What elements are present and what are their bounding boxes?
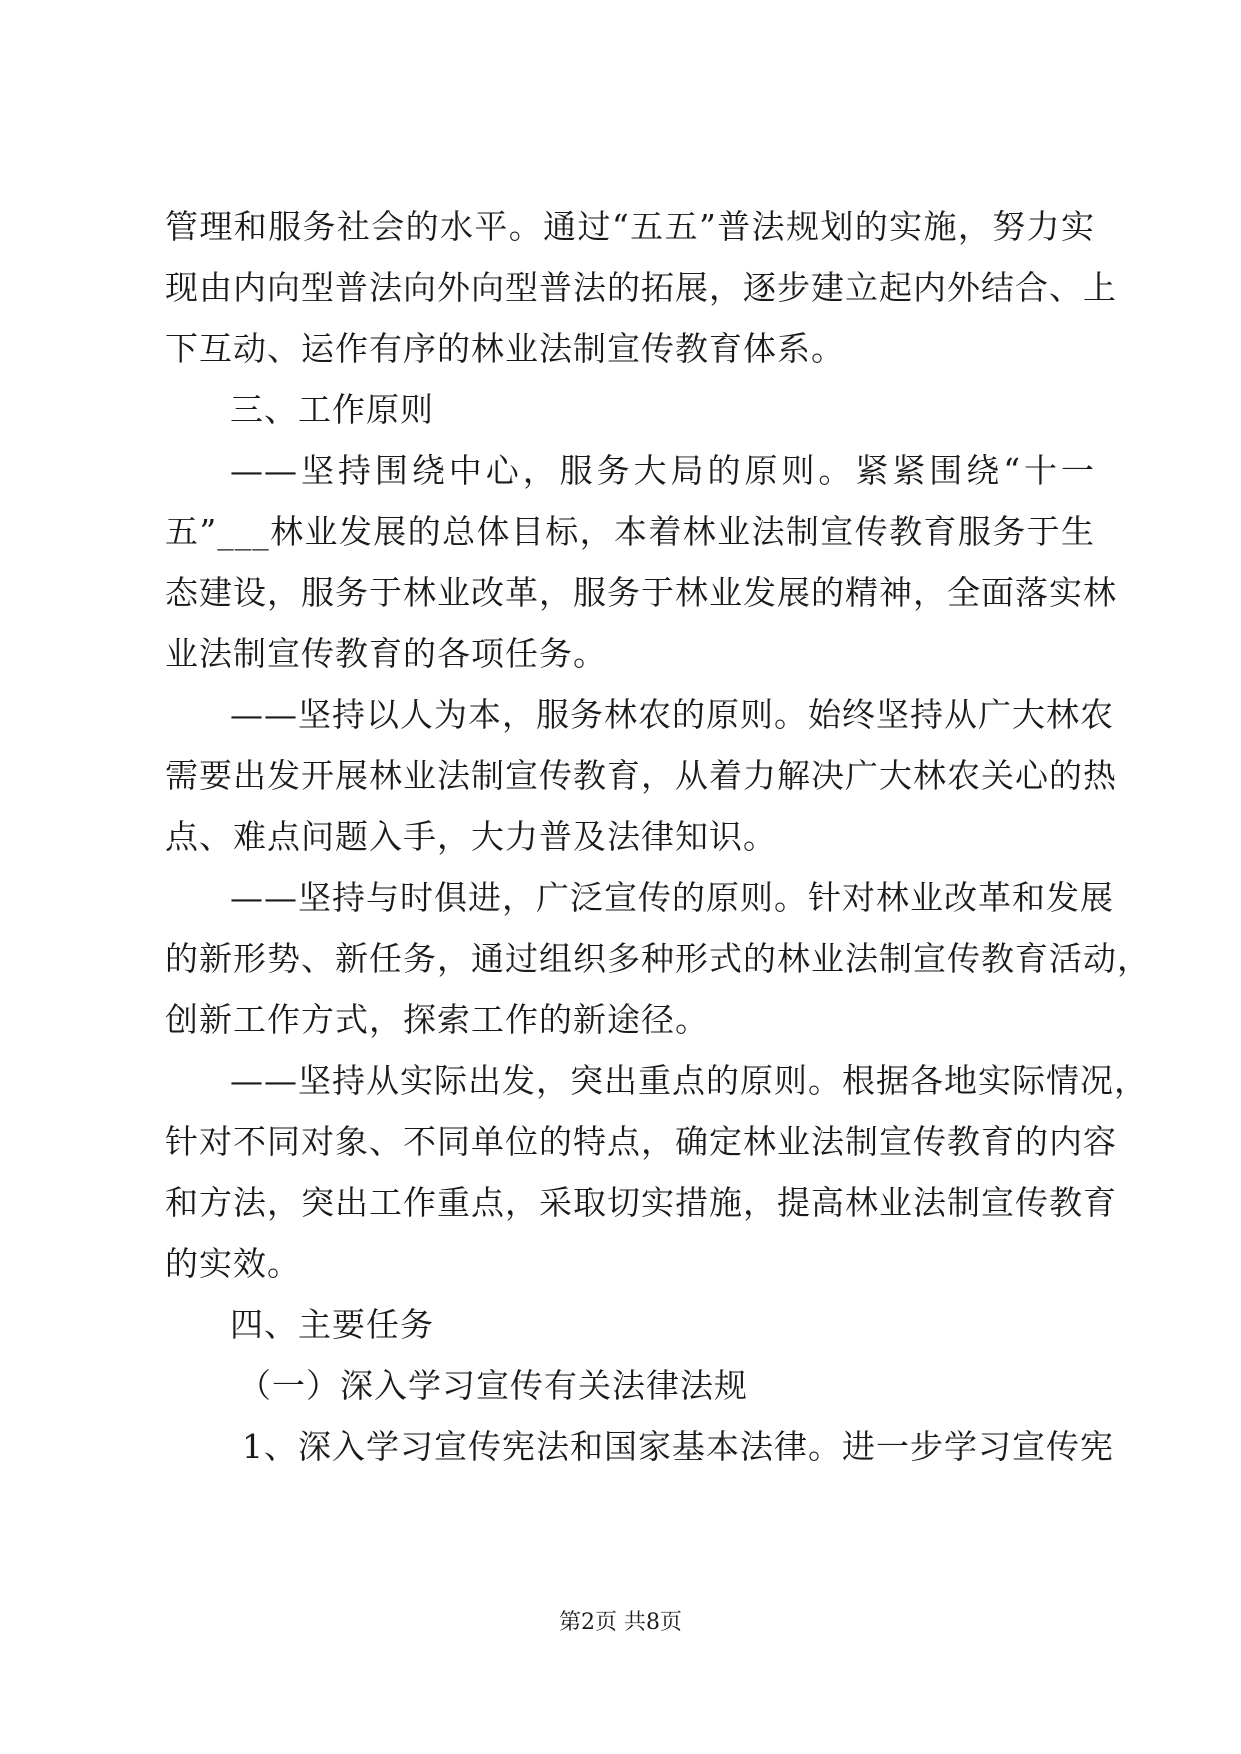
body-line: 下互动、运作有序的林业法制宣传教育体系。 <box>165 329 845 368</box>
principle-line: ——坚持以人为本，服务林农的原则。始终坚持从广大林农 <box>230 695 1114 734</box>
body-line: 针对不同对象、不同单位的特点，确定林业法制宣传教育的内容 <box>165 1122 1117 1161</box>
body-line: 点、难点问题入手，大力普及法律知识。 <box>165 817 777 856</box>
principle-line: ——坚持从实际出发，突出重点的原则。根据各地实际情况， <box>230 1061 1148 1100</box>
body-line: 创新工作方式，探索工作的新途径。 <box>165 1000 709 1039</box>
body-line: 五”___林业发展的总体目标，本着林业法制宣传教育服务于生 <box>165 512 1095 551</box>
body-line: 的实效。 <box>165 1244 301 1283</box>
body-line: 业法制宣传教育的各项任务。 <box>165 634 607 673</box>
principle-line: ——坚持与时俱进，广泛宣传的原则。针对林业改革和发展 <box>230 878 1114 917</box>
principle-line: ——坚持围绕中心，服务大局的原则。紧紧围绕“十一 <box>230 451 1095 490</box>
body-line: 态建设，服务于林业改革，服务于林业发展的精神，全面落实林 <box>165 573 1117 612</box>
section-heading: 三、工作原则 <box>230 390 434 429</box>
body-line: 需要出发开展林业法制宣传教育，从着力解决广大林农关心的热 <box>165 756 1117 795</box>
subsection-heading: （一）深入学习宣传有关法律法规 <box>238 1366 748 1405</box>
numbered-item-line: 1、深入学习宣传宪法和国家基本法律。进一步学习宣传宪 <box>242 1427 1114 1466</box>
body-line: 管理和服务社会的水平。通过“五五”普法规划的实施，努力实 <box>165 207 1095 246</box>
body-line: 现由内向型普法向外向型普法的拓展，逐步建立起内外结合、上 <box>165 268 1117 307</box>
section-heading: 四、主要任务 <box>230 1305 434 1344</box>
page-number-footer: 第2页 共8页 <box>559 1610 682 1635</box>
body-line: 的新形势、新任务，通过组织多种形式的林业法制宣传教育活动， <box>165 939 1151 978</box>
body-line: 和方法，突出工作重点，采取切实措施，提高林业法制宣传教育 <box>165 1183 1117 1222</box>
